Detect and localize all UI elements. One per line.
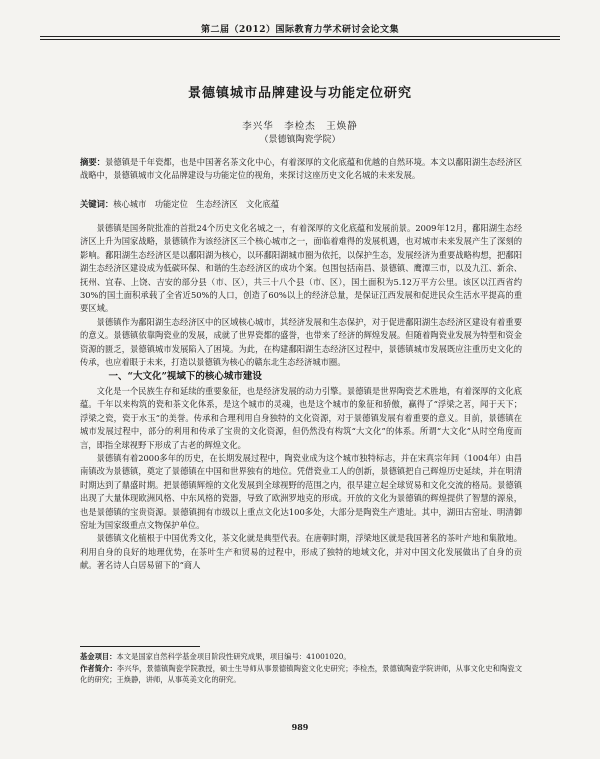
authors: 李兴华 李检杰 王焕静	[242, 121, 358, 132]
footnote-label: 作者简介：	[80, 663, 117, 673]
footnote-funding	[80, 651, 522, 663]
paper-title: 景德镇城市品牌建设与功能定位研究	[187, 86, 412, 101]
keywords-text: 核心城市 功能定位 生态经济区 文化底蕴	[113, 199, 280, 209]
running-header: 第二届（2012）国际教育力学术研讨会论文集	[200, 25, 400, 35]
paragraph: 景德镇文化植根于中国优秀文化，茶文化就是典型代表。在唐朝时期，浮梁地区就是我国著名的茶叶产地和集散地。利用自身的良好的地理优势，在茶叶生产和贸易的过程中，形成了独特的地域文化，并对中国文化发展做出了自身的贡献。著名诗人白居易留下的“商人	[80, 533, 522, 571]
keywords-label: 关键词：	[80, 199, 114, 209]
paragraph: 景德镇作为鄱阳湖生态经济区中的区域核心城市，其经济发展和生态保护，对于促进鄱阳湖生态经济区建设有着重要的意义。景德镇依靠陶瓷业的发展，成就了世界瓷都的盛誉，也带来了经济的辉煌发展。但随着陶瓷业发展为特型和资金资源的匮乏，景德镇城市发展陷入了困境。为此，在构建鄱阳湖生态经济区过程中，景德镇城市发展既应注重历史文化的传承，也应着眼于未来，打造以景德镇为核心的赣东北生态经济城市圈。	[80, 316, 522, 368]
footnote-author-bio	[80, 663, 522, 686]
paragraph: 景德镇是国务院批准的首批24个历史文化名城之一，有着深厚的文化底蕴和发展前景。2009年12月，鄱阳湖生态经济区上升为国家战略，景德镇作为该经济区三个核心城市之一，面临着难得的发展机遇，也对城市未来发展产生了深刻的影响。鄱阳湖生态经济区是以鄱阳湖为核心，以环鄱阳湖城市圈为依托，以保护生态，发展经济为重要战略构想，把鄱阳湖生态经济区建设成为低碳环保、和谐的生态经济区的成功个案。包围包括南昌、景德镇、鹰潭三市，以及九江、新余、抚州、宜春、上饶、吉安的部分县（市、区），共三十八个县（市、区），国土面积为5.12万平方公里。该区以江西省约30%的国土面积承载了全省近50%的人口，创造了60%以上的经济总量，是保证江西发展和促进民众生活水平提高的重要区域。	[80, 223, 522, 314]
footnote-rule	[80, 646, 200, 647]
abstract-label: 摘要：	[80, 157, 106, 167]
section-heading: 一、“大文化”视域下的核心城市建设	[108, 371, 262, 383]
footnote-text: 李兴华，景德镇陶瓷学院教授，硕士生导师从事景德镇陶瓷文化史研究；李检杰，景德镇陶瓷学院讲师，从事文化史和陶瓷文化的研究；王焕静，讲师，从事英美文化的研究。	[80, 663, 523, 684]
body-text	[80, 222, 522, 573]
footnote-label: 基金项目：	[80, 652, 117, 661]
header-rule-thin	[40, 39, 560, 40]
footnotes	[80, 651, 522, 686]
keywords	[80, 198, 522, 211]
footnote-text: 本文是国家自然科学基金项目阶段性研究成果，项目编号：41001020。	[116, 652, 351, 661]
header-rule	[40, 36, 560, 37]
paragraph: 文化是一个民族生存和延续的重要象征，也是经济发展的动力引擎。景德镇是世界陶瓷艺术胜地，有着深厚的文化底蕴。千年以来构筑的瓷和茶文化体系，是这个城市的灵魂，也是这个城市的象征和骄傲，赢得了“浮梁之茗，闻于天下；浮梁之瓷，瓷于水玉”的美誉。传承和合理利用自身独特的文化资源，对于景德镇发展有着重要的意义。目前，景德镇在城市发展过程中，部分的利用和传承了宝贵的文化资源，但仍然没有构筑“大文化”的体系。所谓“大文化”从时空角度而言，即指全球视野下形成了古老的辉煌文化。	[80, 385, 522, 450]
abstract	[80, 156, 522, 182]
page-number: 989	[291, 722, 309, 732]
paragraph: 景德镇有着2000多年的历史，在长期发展过程中，陶瓷业成为这个城市独特标志，并在宋真宗年间（1004年）由昌南镇改为景德镇，奠定了景德镇在中国和世界独有的地位。凭借瓷业工人的创新，景德镇把自己辉煌历史延续，并在明清时期达到了鼎盛时期。把景德镇辉煌的文化发展到全球视野的范围之内，很早建立起全球贸易和文化交流的格局。景德镇出现了大量体现欧洲风格、中东风格的瓷器，导致了欧洲罗地克的形成。开放的文化为景德镇的辉煌提供了智慧的源泉，也是景德镇的宝贵资源。景德镇拥有市级以上重点文化达100多处，大部分是陶瓷生产遗址。其中，湖田古窑址、明清御窑址为国家级重点文物保护单位。	[80, 452, 522, 530]
affiliation: （景德镇陶瓷学院）	[259, 135, 341, 145]
abstract-text: 景德镇是千年瓷都，也是中国著名茶文化中心，有着深厚的文化底蕴和优越的自然环境。本文以鄱阳湖生态经济区战略中，景德镇城市文化品牌建设与功能定位的视角，来探讨这座历史文化名城的未来发展。	[80, 157, 522, 180]
